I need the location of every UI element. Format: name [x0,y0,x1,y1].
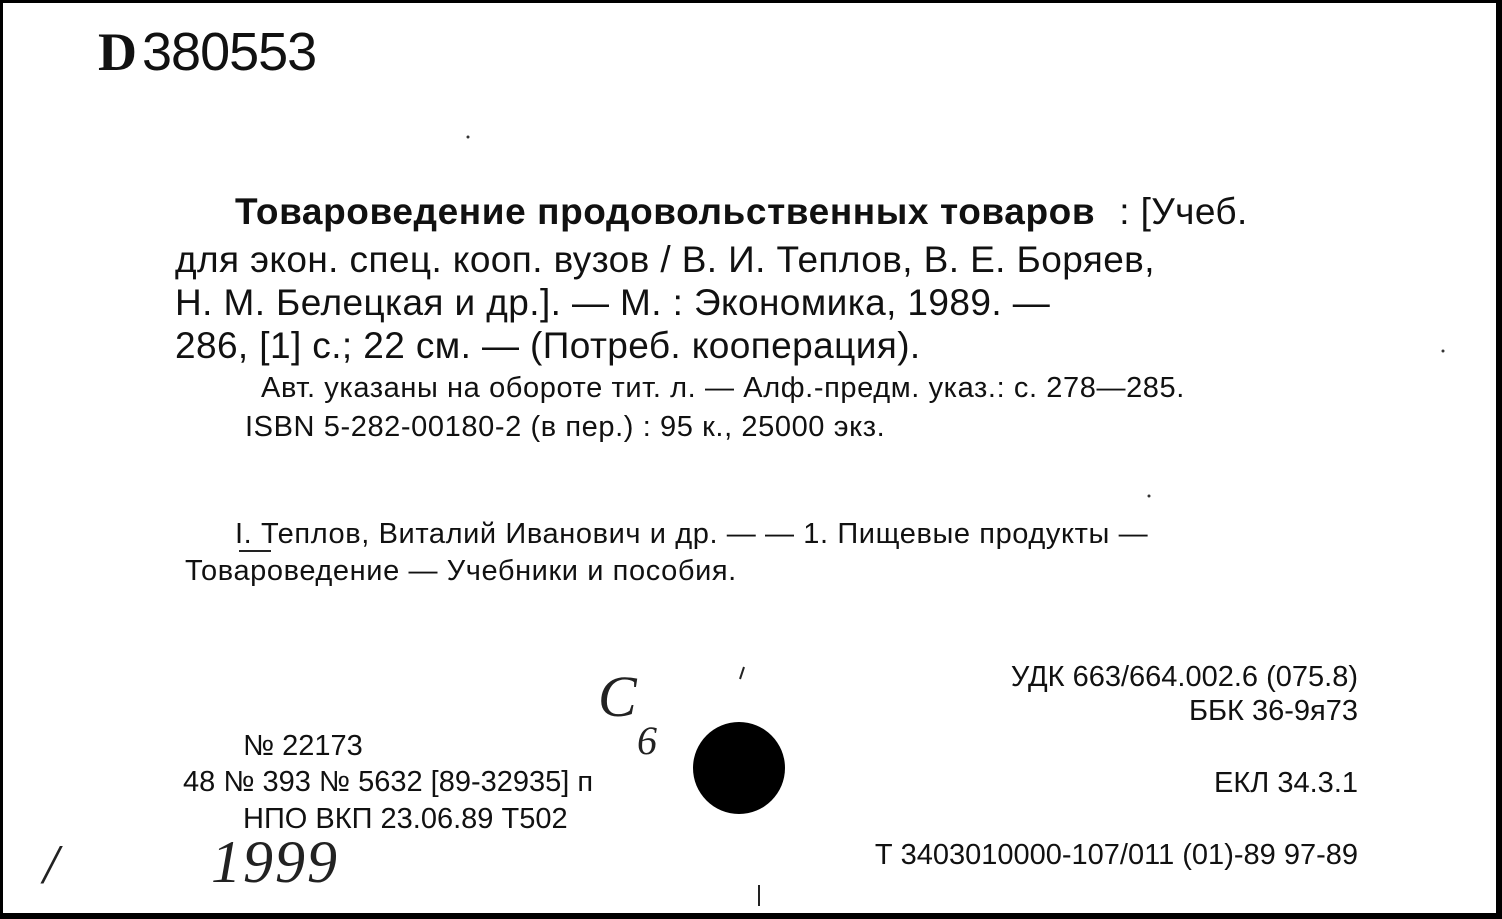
tracing-line-2: Товароведение — Учебники и пособия. [185,555,737,587]
print-order: 48 № 393 № 5632 [89-32935] п [183,766,594,798]
note-isbn: ISBN 5-282-00180-2 (в пер.) : 95 к., 25000 экз. [245,411,886,443]
title-line-tail: : [Учеб. [1119,191,1248,232]
authors-line: для экон. спец. кооп. вузов / В. И. Теплов, В. Е. Боряев, [175,239,1155,280]
speck [1442,350,1445,353]
ink-tick [740,667,744,679]
handwritten-mark: / [43,834,59,896]
catalog-card [3,3,1496,913]
handwritten-year: 1999 [211,829,339,895]
t-code: Т 3403010000-107/011 (01)-89 97-89 [874,839,1358,871]
tracing-line-1: I. Теплов, Виталий Иванович и др. — — 1. Пищевые продукты — [235,518,1149,550]
card-number-value: 380553 [142,22,317,82]
extent-line: 286, [1] с.; 22 см. — (Потреб. кооперация). [175,325,921,366]
speck [1148,495,1151,498]
udk-code: УДК 663/664.002.6 (075.8) [1010,661,1358,693]
handwritten-c: С [598,664,637,729]
print-npo: НПО ВКП 23.06.89 Т502 [243,803,568,835]
punch-hole [693,722,785,814]
book-title: Товароведение продовольственных товаров [235,191,1096,232]
bbk-code: ББК 36-9я73 [1188,695,1358,727]
ink-marks [3,3,1496,913]
speck [467,136,470,139]
card-number-prefix: D [98,22,136,82]
ekl-code: ЕКЛ 34.3.1 [1214,767,1358,799]
handwritten-six: 6 [637,718,657,763]
note-authors: Авт. указаны на обороте тит. л. — Алф.-предм. указ.: с. 278—285. [261,372,1185,404]
print-number: № 22173 [243,730,363,762]
publisher-line: Н. М. Белецкая и др.]. — М. : Экономика, 1989. — [175,282,1051,323]
